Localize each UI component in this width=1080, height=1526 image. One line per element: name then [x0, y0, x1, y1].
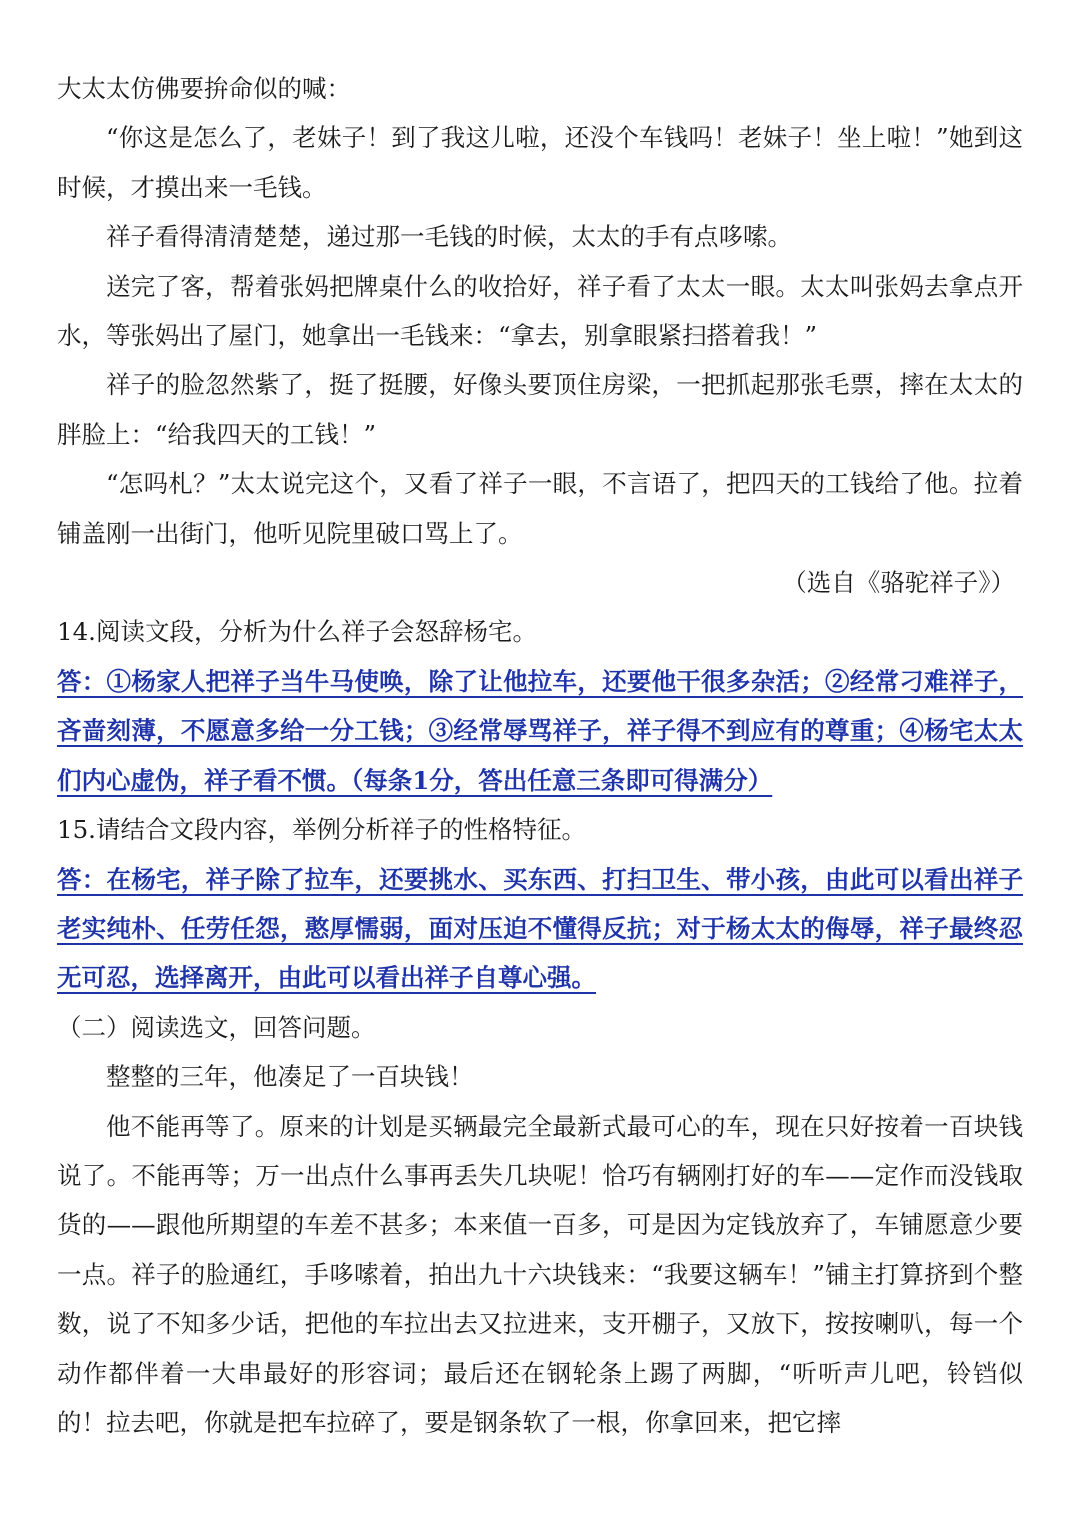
passage-paragraph: 送完了客，帮着张妈把牌桌什么的收拾好，祥子看了太太一眼。太太叫张妈去拿点开水，等张妈出了屋门，她拿出一毛钱来：“拿去，别拿眼紧扫搭着我！” [57, 271, 1023, 351]
passage-paragraph: 整整的三年，他凑足了一百块钱！ [106, 1062, 474, 1092]
passage-paragraph: 他不能再等了。原来的计划是买辆最完全最新式最可心的车，现在只好按着一百块钱说了。不能再等；万一出点什么事再丢失几块呢！恰巧有辆刚打好的车——定作而没钱取货的——跟他所期望的车差不甚多；本来值一百多，可是因为定钱放弃了，车铺愿意少要一点。祥子的脸通红，手哆嗦着，拍出九十六块钱来：“我要这辆车！”铺主打算挤到个整数，说了不知多少话，把他的车拉出去又拉进来，支开棚子，又放下，按按喇叭，每一个动作都伴着一大串最好的形容词；最后还在钢轮条上踢了两脚，“听听声儿吧，铃铛似的！拉去吧，你就是把车拉碎了，要是钢条软了一根，你拿回来，把它摔 [57, 1111, 1023, 1437]
question-15-answer [57, 855, 1023, 1003]
answer-text: 答：①杨家人把祥子当牛马使唤，除了让他拉车，还要他干很多杂活；②经常刁难祥子，吝啬刻薄，不愿意多给一分工钱；③经常辱骂祥子，祥子得不到应有的尊重；④杨宅太太们内心虚伪，祥子看不惯。（每条1分，答出任意三条即可得满分） [57, 666, 1023, 795]
section-2-heading: （二）阅读选文，回答问题。 [57, 1012, 376, 1042]
passage-paragraph: “你这是怎么了，老妹子！到了我这儿啦，还没个车钱吗！老妹子！坐上啦！”她到这时候，才摸出来一毛钱。 [57, 123, 1023, 202]
passage-source: （选自《骆驼祥子》） [782, 568, 1015, 598]
passage-paragraph: 祥子的脸忽然紫了，挺了挺腰，好像头要顶住房梁，一把抓起那张毛票，摔在太太的胖脸上：“给我四天的工钱！” [57, 370, 1023, 449]
passage-paragraph: 祥子看得清清楚楚，递过那一毛钱的时候，太太的手有点哆嗦。 [106, 222, 792, 252]
passage-line: 大太太仿佛要拚命似的喊： [57, 74, 351, 103]
question-14-answer [57, 657, 1023, 805]
answer-text: 答：在杨宅，祥子除了拉车，还要挑水、买东西、打扫卫生、带小孩，由此可以看出祥子老实纯朴、任劳任怨，憨厚懦弱，面对压迫不懂得反抗；对于杨太太的侮辱，祥子最终忍无可忍，选择离开，由此可以看出祥子自尊心强。 [57, 864, 1023, 993]
question-14-prompt: 14.阅读文段，分析为什么祥子会怒辞杨宅。 [57, 617, 537, 647]
passage-paragraph: “怎吗札？”太太说完这个，又看了祥子一眼，不言语了，把四天的工钱给了他。拉着铺盖刚一出街门，他听见院里破口骂上了。 [57, 469, 1023, 548]
question-15-prompt: 15.请结合文段内容，举例分析祥子的性格特征。 [57, 815, 586, 845]
